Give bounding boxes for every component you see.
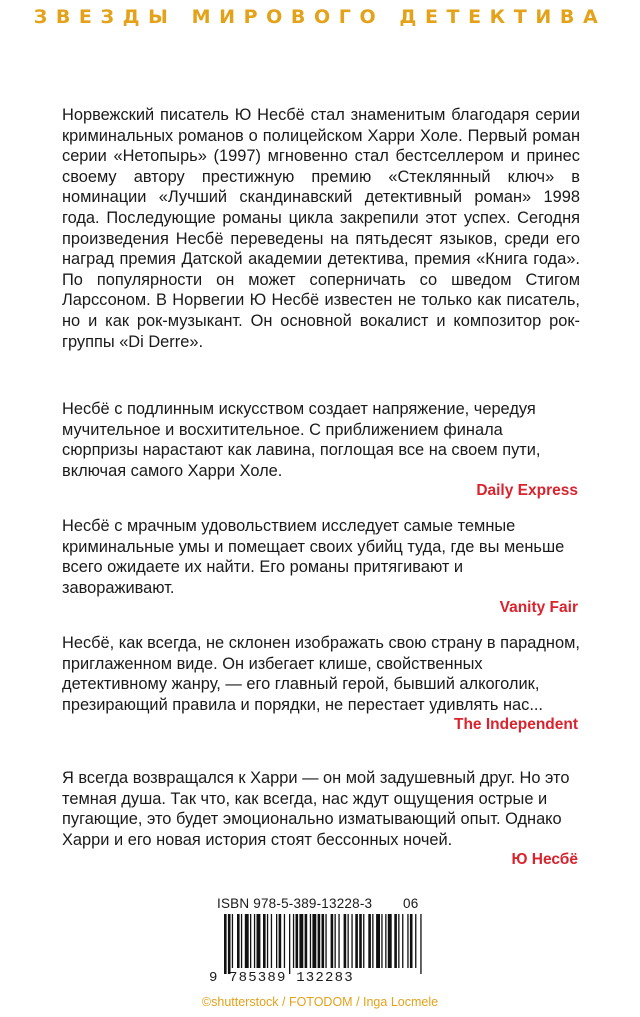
barcode-bar <box>410 914 413 968</box>
barcode-bar <box>276 914 277 968</box>
barcode-bar <box>344 914 347 968</box>
barcode-bar <box>385 914 386 968</box>
isbn-number: ISBN 978-5-389-13228-3 <box>217 896 373 911</box>
barcode-bar <box>338 914 339 968</box>
barcode-bar <box>355 914 358 968</box>
isbn-addon: 06 <box>403 896 419 911</box>
barcode-bar <box>296 914 299 968</box>
review-source: Daily Express <box>476 482 578 500</box>
author-bio: Норвежский писатель Ю Несбё стал знаменитым благодаря серии криминальных романов о полицейском Харри Холе. Первый роман серии «Нетопырь» (1997) мгновенно стал бестселлером и принес своему автору престижную премию «Стеклянный ключ» в номинации «Лучший скандинавский детективный роман» 1998 года. Последующие романы цикла закрепили этот успех. Сегодня произведения Несбё переведены на пятьдесят языков, среди его наград премия Датской академии детектива, премия «Книга года». По популярности он может соперничать со шведом Стигом Ларссоном. В Норвегии Ю Несбё известен не только как писатель, но и как рок-музыкант. Он основной вокалист и композитор рок-группы «Di Derre». <box>62 106 580 351</box>
review-text: Несбё с подлинным искусством создает напряжение, чередуя мучительное и восхитительное. С приближением финала сюрпризы нарастают как лавина, поглощая все на своем пути, включая самого Харри Холе. <box>62 400 541 480</box>
review-the-independent <box>62 633 580 735</box>
barcode-bar <box>237 914 240 968</box>
barcode-first-digit: 9 <box>209 970 218 986</box>
barcode-bar <box>348 914 349 968</box>
barcode-bar <box>267 914 268 968</box>
barcode-bar <box>388 914 392 968</box>
isbn-barcode <box>209 894 431 990</box>
barcode-bars <box>224 914 429 974</box>
barcode-bar <box>376 914 380 968</box>
review-text: Я всегда возвращался к Харри — он мой задушевный друг. Но это темная душа. Так что, как всегда, нас ждут ощущения острые и пугающие, это будет эмоционально изматывающий опыт. Однако Харри и его новая история стоят бессонных ночей. <box>62 769 570 849</box>
review-source: Ю Несбё <box>511 851 578 869</box>
barcode-bar <box>335 914 336 968</box>
barcode-bar <box>368 914 371 968</box>
barcode-bar <box>284 914 285 968</box>
barcode-bar <box>372 914 373 968</box>
barcode-bar <box>305 914 308 968</box>
barcode-bar <box>351 914 352 968</box>
barcode-bar <box>293 914 294 968</box>
barcode-bar <box>331 914 334 968</box>
barcode-bar <box>312 914 316 968</box>
barcode-bar <box>402 914 403 968</box>
barcode-bar <box>407 914 408 968</box>
barcode-digit-groups: 785389 132283 <box>229 970 354 986</box>
barcode-bar <box>359 914 362 968</box>
barcode-bar <box>228 914 231 974</box>
barcode-bar <box>289 914 290 974</box>
series-title: ЗВЕЗДЫ МИРОВОГО ДЕТЕКТИВА <box>33 6 607 28</box>
barcode-bar <box>254 914 255 968</box>
barcode-bar <box>310 914 311 968</box>
barcode-bar <box>232 914 233 968</box>
barcode-bar <box>224 914 227 974</box>
review-vanity-fair <box>62 516 580 618</box>
photo-credit: ©shutterstock / FOTODOM / Inga Locmele <box>201 995 439 1009</box>
barcode-bar <box>299 914 303 968</box>
barcode-bar <box>245 914 249 968</box>
barcode-bar <box>271 914 272 968</box>
barcode-bar <box>394 914 397 968</box>
barcode-bar <box>257 914 261 968</box>
barcode-bar <box>363 914 364 968</box>
barcode-bar <box>322 914 325 968</box>
barcode-bar <box>250 914 251 968</box>
barcode-bar <box>381 914 382 968</box>
barcode-bar <box>398 914 399 968</box>
review-daily-express <box>62 399 580 501</box>
barcode-bar <box>420 914 421 974</box>
review-source: Vanity Fair <box>499 599 578 617</box>
review-source: The Independent <box>454 716 578 734</box>
isbn-label <box>217 896 427 911</box>
barcode-bar <box>325 914 326 968</box>
barcode-bar <box>415 914 416 968</box>
barcode-bar <box>263 914 266 968</box>
barcode-bar <box>279 914 282 968</box>
review-author-quote <box>62 768 580 870</box>
barcode-bar <box>241 914 242 968</box>
barcode-bar <box>318 914 321 968</box>
review-text: Несбё с мрачным удовольствием исследует самые темные криминальные умы и помещает своих убийц туда, где вы меньше всего ожидаете их найти. Его романы притягивают и завораживают. <box>62 517 565 597</box>
review-text: Несбё, как всегда, не склонен изображать свою страну в парадном, приглаженном виде. Он избегает клише, свойственных детективному жанру, — его главный герой, бывший алкоголик, презирающий правила и порядки, не перестает удивлять нас... <box>62 634 580 714</box>
